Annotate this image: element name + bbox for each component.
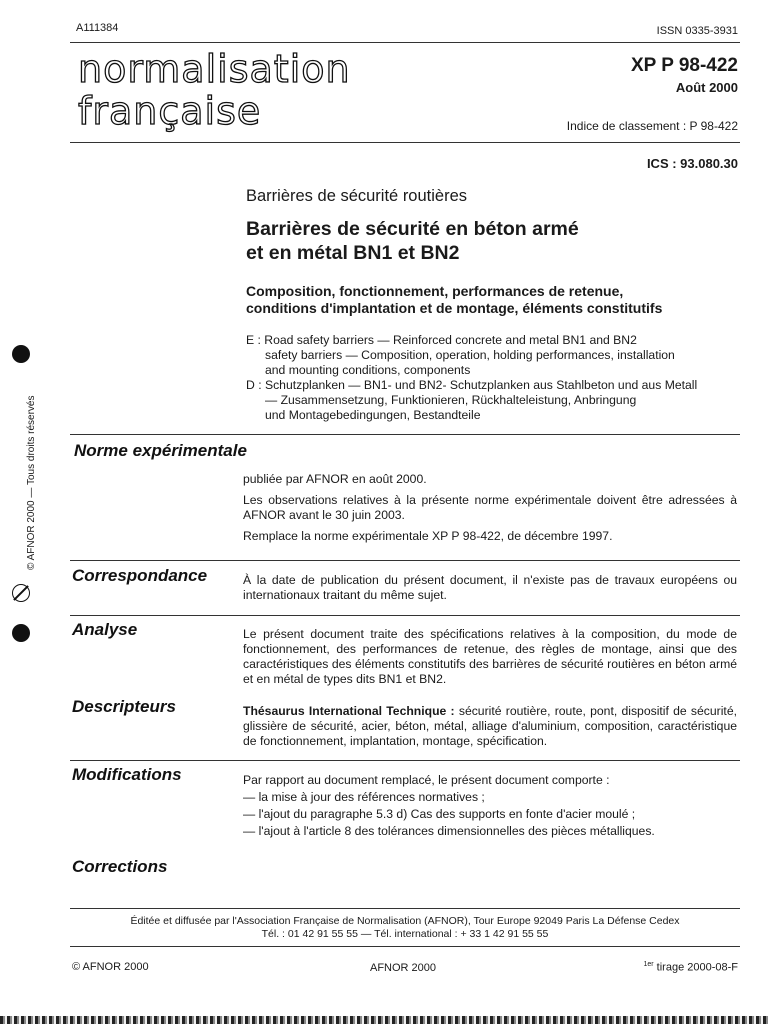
- section-title-analyse: Analyse: [72, 620, 138, 639]
- classification-rule: [70, 142, 740, 143]
- english-title-line-1: E : Road safety barriers — Reinforced concrete and metal BN1 and BN2: [246, 333, 637, 347]
- norme-replaces: Remplace la norme expérimentale XP P 98-422, de décembre 1997.: [243, 529, 613, 543]
- translations-block: [246, 333, 746, 423]
- english-title-line-2: safety barriers — Composition, operation, holding performances, installation: [265, 348, 675, 362]
- brand-normalisation: normalisation: [78, 47, 351, 91]
- section-body-norme: [243, 472, 737, 544]
- norme-observations: Les observations relatives à la présente norme expérimentale doivent être adressées à AFNOR avant le 30 juin 2003.: [243, 493, 737, 522]
- subtitle-line-2: conditions d'implantation et de montage, éléments constitutifs: [246, 300, 663, 316]
- scan-edge-artifact: [0, 1016, 768, 1024]
- document-number: XP P 98-422: [630, 55, 738, 76]
- publisher-address: Éditée et diffusée par l'Association Française de Normalisation (AFNOR), Tour Europe 92049 Paris La Défense Cedex: [130, 915, 680, 927]
- brand-francaise: française: [78, 89, 262, 133]
- main-title-line-1: Barrières de sécurité en béton armé: [246, 218, 579, 240]
- section-title-corrections: Corrections: [72, 857, 168, 876]
- no-copy-icon-slash: [13, 585, 29, 601]
- section-rule-norme: [70, 434, 740, 435]
- modifications-item-2: — l'ajout du paragraphe 5.3 d) Cas des supports en fonte d'acier moulé ;: [243, 807, 636, 821]
- no-copy-icon: [12, 584, 30, 602]
- print-run-text: tirage 2000-08-F: [656, 961, 738, 974]
- english-title-line-3: and mounting conditions, components: [265, 363, 471, 377]
- german-title-line-1: D : Schutzplanken — BN1- und BN2- Schutzplanken aus Stahlbeton und aus Metall: [246, 378, 698, 392]
- publisher-block: [70, 915, 740, 941]
- section-title-correspondance: Correspondance: [72, 566, 208, 585]
- modifications-item-1: — la mise à jour des références normatives ;: [243, 790, 485, 804]
- section-title-descripteurs: Descripteurs: [72, 697, 176, 716]
- copyright-center: AFNOR 2000: [370, 962, 437, 974]
- section-title-modifications: Modifications: [72, 765, 182, 784]
- section-body-descripteurs: [243, 704, 737, 749]
- section-rule-correspondance: [70, 560, 740, 561]
- print-run-info: [643, 961, 738, 974]
- issn-number: ISSN 0335-3931: [656, 25, 738, 37]
- footer-rule-top: [70, 908, 740, 909]
- german-title-line-3: und Montagebedingungen, Bestandteile: [265, 408, 481, 422]
- subtitle-line-1: Composition, fonctionnement, performances de retenue,: [246, 283, 624, 299]
- descripteurs-label: Thésaurus International Technique :: [243, 704, 455, 718]
- descripteurs-keywords: sécurité routière, route, pont, dispositif de sécurité, glissière de sécurité, acier, béton, métal, alliage d'aluminium, composition, caractéristique de fonctionnement, implantation, montage, spécification.: [243, 704, 737, 748]
- print-run-superscript: 1er: [643, 961, 654, 968]
- side-mark-icon-top: [12, 345, 30, 363]
- section-rule-analyse: [70, 615, 740, 616]
- norme-published: publiée par AFNOR en août 2000.: [243, 472, 427, 486]
- header-rule: [70, 42, 740, 43]
- copyright-left: © AFNOR 2000: [72, 961, 149, 973]
- modifications-intro: Par rapport au document remplacé, le présent document comporte :: [243, 773, 610, 787]
- section-body-modifications: [243, 772, 737, 840]
- section-body-analyse: Le présent document traite des spécifications relatives à la composition, du mode de fonctionnement, des performances de retenue, des règles de montage, ainsi que des caractéristiques des éléments constitutifs des barrières de sécurité routières en béton armé et en métal de types dits BN1 et BN2.: [243, 627, 737, 686]
- reference-code: A111384: [76, 22, 119, 34]
- main-title-line-2: et en métal BN1 et BN2: [246, 242, 460, 264]
- german-title-line-2: — Zusammensetzung, Funktionieren, Rückhalteleistung, Anbringung: [265, 393, 637, 407]
- ics-code: ICS : 93.080.30: [646, 156, 738, 171]
- section-body-correspondance: À la date de publication du présent document, il n'existe pas de travaux européens ou internationaux traitant du même sujet.: [243, 573, 737, 602]
- document-date: Août 2000: [675, 80, 738, 95]
- side-mark-icon-bottom: [12, 624, 30, 642]
- rights-reserved-vertical: © AFNOR 2000 — Tous droits réservés: [26, 395, 37, 570]
- document-main-title: [246, 217, 579, 265]
- section-title-norme: Norme expérimentale: [74, 441, 247, 460]
- footer-rule-bottom: [70, 946, 740, 947]
- modifications-item-3: — l'ajout à l'article 8 des tolérances dimensionnelles des pièces métalliques.: [243, 824, 655, 838]
- section-rule-modifications: [70, 760, 740, 761]
- document-subtitle: [246, 283, 662, 317]
- document-category: Barrières de sécurité routières: [246, 187, 468, 205]
- publisher-phone: Tél. : 01 42 91 55 55 — Tél. international : + 33 1 42 91 55 55: [261, 928, 549, 940]
- classification-index: Indice de classement : P 98-422: [566, 119, 738, 133]
